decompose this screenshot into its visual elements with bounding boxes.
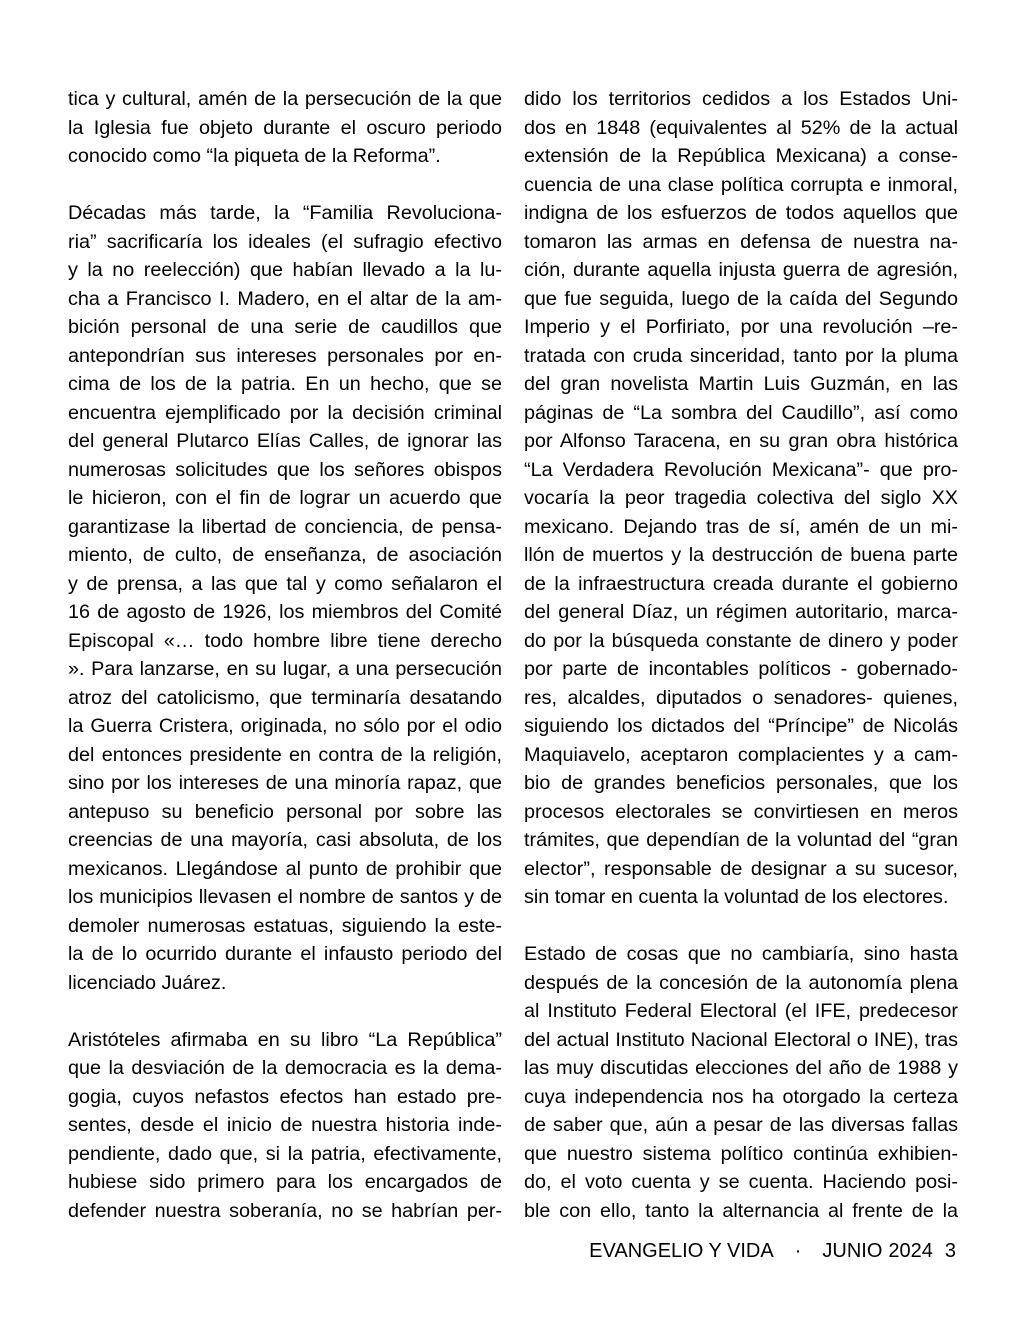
text-line: la Guerra Cristera, originada, no sólo por el odio	[68, 715, 502, 737]
text-line: después de la concesión de la autonomía plena	[524, 971, 958, 994]
text-line: procesos electorales se convirtiesen en meros	[524, 800, 958, 823]
text-line: del entonces presidente en contra de la religión,	[68, 743, 502, 766]
text-line: la Iglesia fue objeto durante el oscuro periodo	[68, 116, 502, 139]
text-line: licenciado Juárez.	[68, 971, 227, 994]
text-line: cuencia de una clase política corrupta e inmoral,	[524, 173, 958, 196]
paragraph	[524, 940, 958, 1225]
text-line: conocido como “la piqueta de la Reforma”.	[68, 145, 441, 167]
text-line: del general Plutarco Elías Calles, de ignorar las	[68, 430, 502, 452]
text-line: ción, durante aquella injusta guerra de agresión,	[524, 259, 958, 281]
text-line: sin tomar en cuenta la voluntad de los electores.	[524, 886, 949, 908]
text-line: ria” sacrificaría los ideales (el sufragio efectivo	[68, 230, 502, 253]
text-line: ble con ello, tanto la alternancia al frente de la	[524, 1199, 958, 1222]
text-line: le hicieron, con el fin de lograr un acuerdo que	[68, 487, 502, 509]
text-line: cima de los de la patria. En un hecho, que se	[68, 373, 502, 395]
text-line: por Alfonso Taracena, en su gran obra histórica	[524, 430, 958, 452]
text-line: vocaría la peor tragedia colectiva del siglo XX	[524, 487, 958, 509]
journal-title: EVANGELIO Y VIDA	[589, 1240, 774, 1262]
text-line: do por la búsqueda constante de dinero y poder	[524, 629, 958, 652]
text-line: Imperio y el Porfiriato, por una revolución –re-	[524, 316, 958, 338]
footer-month: JUNIO	[822, 1240, 883, 1262]
text-line: ». Para lanzarse, en su lugar, a una persecución	[68, 658, 502, 680]
text-line: siguiendo los dictados del “Príncipe” de Nicolás	[524, 715, 958, 737]
text-line: de la infraestructura creada durante el gobierno	[524, 572, 958, 595]
text-line: que nuestro sistema político continúa exhibien-	[524, 1142, 958, 1165]
text-column-right	[524, 85, 958, 1225]
text-line: 16 de agosto de 1926, los miembros del Comité	[68, 601, 502, 623]
text-line: bio de grandes beneficios personales, que los	[524, 772, 958, 794]
text-line: miento, de culto, de enseñanza, de asociación	[68, 544, 502, 566]
text-line: bición personal de una serie de caudillos que	[68, 316, 502, 338]
text-line: sino por los intereses de una minoría rapaz, que	[68, 772, 502, 794]
text-line: al Instituto Federal Electoral (el IFE, predecesor	[524, 1000, 958, 1022]
text-line: do, el voto cuenta y se cuenta. Haciendo posi-	[524, 1171, 958, 1193]
page-footer	[589, 1238, 956, 1264]
text-line: sentes, desde el inicio de nuestra historia inde-	[68, 1114, 502, 1136]
text-line: demoler numerosas estatuas, siguiendo la este-	[68, 914, 502, 937]
text-line: Episcopal «… todo hombre libre tiene derecho	[68, 629, 502, 652]
paragraph	[68, 1026, 502, 1226]
text-line: tica y cultural, amén de la persecución de la que	[68, 88, 502, 110]
paragraph	[524, 85, 958, 912]
text-line: cuya independencia nos ha otorgado la certeza	[524, 1085, 958, 1108]
text-line: hubiese sido primero para los encargados de	[68, 1171, 502, 1193]
text-line: gogia, cuyos nefastos efectos han estado pre-	[68, 1085, 502, 1108]
text-column-left	[68, 85, 502, 1225]
text-line: atroz del catolicismo, que terminaría desatando	[68, 686, 502, 709]
text-line: cha a Francisco I. Madero, en el altar de la am-	[68, 287, 502, 310]
text-line: pendiente, dado que, si la patria, efectivamente,	[68, 1142, 502, 1165]
paragraph	[68, 85, 502, 171]
text-line: los municipios llevasen el nombre de santos y de	[68, 886, 502, 908]
text-line: antepondrían sus intereses personales por en-	[68, 344, 502, 367]
text-line: del general Díaz, un régimen autoritario, marca-	[524, 601, 958, 623]
text-line: tomaron las armas en defensa de nuestra na-	[524, 230, 958, 253]
text-line: mexicanos. Llegándose al punto de prohibir que	[68, 857, 502, 880]
text-line: que fue seguida, luego de la caída del Segundo	[524, 287, 958, 310]
footer-separator: ·	[794, 1240, 802, 1262]
text-line: elector”, responsable de designar a su sucesor,	[524, 857, 958, 880]
text-line: páginas de “La sombra del Caudillo”, así como	[524, 401, 958, 424]
text-line: Estado de cosas que no cambiaría, sino hasta	[524, 943, 958, 965]
text-line: del actual Instituto Nacional Electoral o INE), tras	[524, 1028, 958, 1051]
text-line: Maquiavelo, aceptaron complacientes y a cam-	[524, 743, 958, 766]
text-line: Décadas más tarde, la “Familia Revoluciona-	[68, 202, 502, 224]
text-line: la de lo ocurrido durante el infausto periodo del	[68, 943, 502, 965]
text-columns	[68, 85, 958, 1225]
text-line: y la no reelección) que habían llevado a la lu-	[68, 259, 502, 281]
text-line: extensión de la República Mexicana) a conse-	[524, 145, 958, 167]
text-line: llón de muertos y la destrucción de buena parte	[524, 544, 958, 566]
text-line: mexicano. Dejando tras de sí, amén de un mi-	[524, 515, 958, 538]
text-line: indigna de los esfuerzos de todos aquellos que	[524, 202, 958, 224]
text-line: de saber que, aún a pesar de las diversas fallas	[524, 1114, 958, 1136]
text-line: y de prensa, a las que tal y como señalaron el	[68, 572, 502, 595]
text-line: por parte de incontables políticos - gobernado-	[524, 658, 958, 680]
paragraph	[68, 199, 502, 997]
text-line: antepuso su beneficio personal por sobre las	[68, 800, 502, 823]
text-line: encuentra ejemplificado por la decisión criminal	[68, 401, 502, 424]
text-line: dos en 1848 (equivalentes al 52% de la actual	[524, 116, 958, 139]
text-line: defender nuestra soberanía, no se habrían per-	[68, 1199, 502, 1222]
footer-year: 2024	[888, 1240, 933, 1262]
text-line: res, alcaldes, diputados o senadores- quienes,	[524, 686, 958, 709]
text-line: Aristóteles afirmaba en su libro “La República”	[68, 1028, 502, 1051]
page-number: 3	[944, 1240, 956, 1262]
text-line: del gran novelista Martin Luis Guzmán, en las	[524, 373, 958, 395]
text-line: dido los territorios cedidos a los Estados Uni-	[524, 88, 958, 110]
text-line: tratada con cruda sinceridad, tanto por la pluma	[524, 344, 958, 367]
text-line: “La Verdadera Revolución Mexicana”- que pro-	[524, 458, 958, 481]
text-line: numerosas solicitudes que los señores obispos	[68, 458, 502, 481]
text-line: creencias de una mayoría, casi absoluta, de los	[68, 829, 502, 851]
text-line: trámites, que dependían de la voluntad del “gran	[524, 829, 958, 851]
text-line: garantizase la libertad de conciencia, de pensa-	[68, 515, 502, 538]
text-line: las muy discutidas elecciones del año de 1988 y	[524, 1057, 958, 1079]
text-line: que la desviación de la democracia es la dema-	[68, 1057, 502, 1079]
